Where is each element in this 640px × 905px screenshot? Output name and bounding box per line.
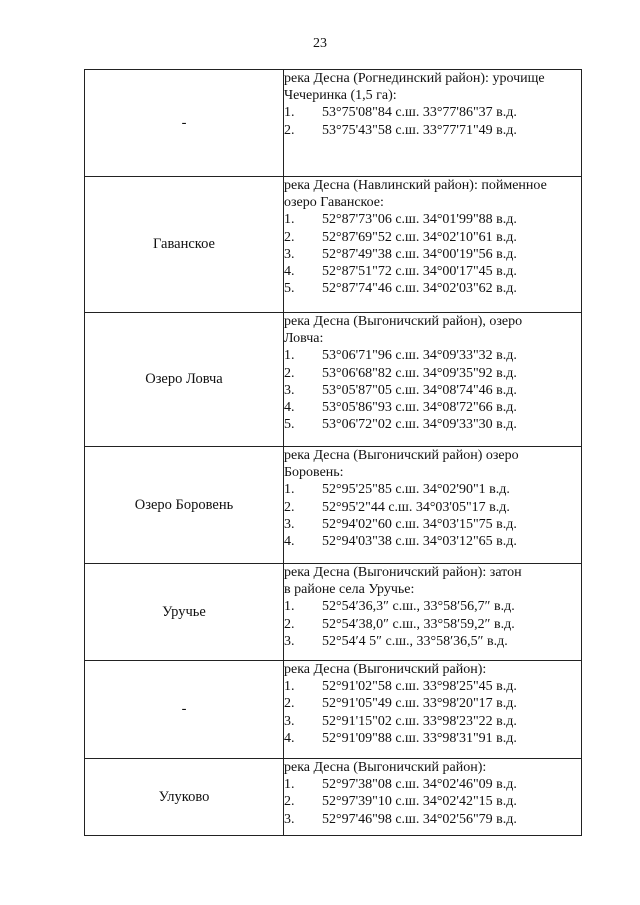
coordinate-line — [284, 616, 581, 633]
table-row — [85, 177, 582, 313]
coordinate-value: 53°05'87"05 с.ш. 34°08'74"46 в.д. — [322, 382, 517, 398]
site-description — [284, 759, 582, 836]
coordinate-value: 52°54′38,0″ с.ш., 33°58′59,2″ в.д. — [322, 616, 515, 632]
site-description — [284, 564, 582, 661]
coordinate-line — [284, 280, 581, 297]
table-row — [85, 661, 582, 759]
river-description: река Десна (Навлинский район): пойменное озеро Гаванское: — [284, 178, 547, 211]
coordinate-value: 52°91'15"02 с.ш. 33°98'23"22 в.д. — [322, 713, 517, 729]
site-description — [284, 177, 582, 313]
coordinate-value: 52°87'49"38 с.ш. 34°00'19"56 в.д. — [322, 246, 517, 262]
coordinate-value: 52°87'69"52 с.ш. 34°02'10"61 в.д. — [322, 229, 517, 245]
coordinate-line — [284, 399, 581, 416]
coordinate-line — [284, 211, 581, 228]
river-description: река Десна (Выгоничский район), озеро Ловча: — [284, 314, 523, 347]
site-name: Озеро Боровень — [85, 447, 284, 564]
coordinate-line — [284, 633, 581, 650]
coordinate-line — [284, 481, 581, 498]
coordinate-line — [284, 104, 581, 121]
coordinate-index: 2. — [284, 696, 295, 712]
river-description: река Десна (Выгоничский район): — [284, 662, 487, 677]
coordinate-index: 4. — [284, 400, 295, 416]
coordinate-line — [284, 730, 581, 747]
coordinate-line — [284, 365, 581, 382]
coordinate-index: 1. — [284, 482, 295, 498]
coordinate-index: 1. — [284, 599, 295, 615]
coordinate-index: 1. — [284, 679, 295, 695]
coordinate-line — [284, 229, 581, 246]
page-number: 23 — [313, 36, 327, 51]
coordinate-line — [284, 811, 581, 828]
coordinate-index: 2. — [284, 122, 295, 138]
table-row — [85, 313, 582, 447]
coordinate-value: 52°87'73"06 с.ш. 34°01'99"88 в.д. — [322, 212, 517, 228]
coordinate-value: 53°06'68"82 с.ш. 34°09'35"92 в.д. — [322, 365, 517, 381]
coordinate-index: 3. — [284, 516, 295, 532]
water-bodies-table — [84, 69, 582, 836]
table-row — [85, 759, 582, 836]
coordinate-line — [284, 793, 581, 810]
coordinate-value: 52°91'02"58 с.ш. 33°98'25"45 в.д. — [322, 679, 517, 695]
coordinate-value: 52°91'05"49 с.ш. 33°98'20"17 в.д. — [322, 696, 517, 712]
river-description: река Десна (Рогнединский район): урочище Чечеринка (1,5 га): — [284, 71, 545, 104]
river-description: река Десна (Выгоничский район) озеро Боровень: — [284, 448, 519, 481]
coordinate-value: 52°94'03"38 с.ш. 34°03'12"65 в.д. — [322, 534, 517, 550]
coordinate-line — [284, 347, 581, 364]
coordinate-index: 3. — [284, 246, 295, 262]
table-row — [85, 70, 582, 177]
coordinate-index: 1. — [284, 777, 295, 793]
coordinate-line — [284, 713, 581, 730]
coordinate-value: 52°97'39"10 с.ш. 34°02'42"15 в.д. — [322, 794, 517, 810]
coordinate-value: 52°95'25"85 с.ш. 34°02'90"1 в.д. — [322, 482, 510, 498]
table-body — [85, 70, 582, 836]
coordinate-value: 53°06'71"96 с.ш. 34°09'33"32 в.д. — [322, 348, 517, 364]
coordinate-index: 2. — [284, 616, 295, 632]
site-name: Гаванское — [85, 177, 284, 313]
coordinate-line — [284, 598, 581, 615]
coordinate-value: 52°94'02"60 с.ш. 34°03'15"75 в.д. — [322, 516, 517, 532]
site-name: - — [85, 70, 284, 177]
site-name: Уручье — [85, 564, 284, 661]
coordinate-index: 4. — [284, 534, 295, 550]
site-name: Улуково — [85, 759, 284, 836]
site-name: - — [85, 661, 284, 759]
coordinate-value: 52°54′4 5″ с.ш., 33°58′36,5″ в.д. — [322, 633, 508, 649]
site-description — [284, 313, 582, 447]
coordinate-index: 3. — [284, 633, 295, 649]
coordinate-line — [284, 499, 581, 516]
coordinate-value: 53°75'08"84 с.ш. 33°77'86"37 в.д. — [322, 105, 517, 121]
coordinate-value: 52°91'09"88 с.ш. 33°98'31"91 в.д. — [322, 730, 517, 746]
coordinate-value: 53°06'72"02 с.ш. 34°09'33"30 в.д. — [322, 417, 517, 433]
coordinate-line — [284, 516, 581, 533]
table-row — [85, 564, 582, 661]
coordinate-value: 52°54′36,3″ с.ш., 33°58′56,7″ в.д. — [322, 599, 515, 615]
coordinate-index: 3. — [284, 811, 295, 827]
coordinate-value: 52°87'74"46 с.ш. 34°02'03"62 в.д. — [322, 281, 517, 297]
coordinate-value: 53°75'43"58 с.ш. 33°77'71"49 в.д. — [322, 122, 517, 138]
site-description — [284, 447, 582, 564]
coordinate-index: 3. — [284, 713, 295, 729]
site-description — [284, 661, 582, 759]
coordinate-line — [284, 416, 581, 433]
coordinate-line — [284, 263, 581, 280]
river-description: река Десна (Выгоничский район): — [284, 760, 487, 775]
coordinate-index: 5. — [284, 417, 295, 433]
site-description — [284, 70, 582, 177]
coordinate-value: 52°97'38"08 с.ш. 34°02'46"09 в.д. — [322, 777, 517, 793]
site-name: Озеро Ловча — [85, 313, 284, 447]
coordinate-index: 2. — [284, 229, 295, 245]
coordinate-index: 2. — [284, 365, 295, 381]
coordinate-index: 3. — [284, 382, 295, 398]
coordinate-index: 5. — [284, 281, 295, 297]
coordinate-index: 2. — [284, 499, 295, 515]
river-description: река Десна (Выгоничский район): затон в районе села Уручье: — [284, 565, 522, 598]
coordinate-value: 52°97'46"98 с.ш. 34°02'56"79 в.д. — [322, 811, 517, 827]
coordinate-value: 53°05'86"93 с.ш. 34°08'72"66 в.д. — [322, 400, 517, 416]
table-row — [85, 447, 582, 564]
coordinate-line — [284, 382, 581, 399]
coordinate-index: 2. — [284, 794, 295, 810]
coordinate-line — [284, 533, 581, 550]
coordinate-line — [284, 776, 581, 793]
coordinate-index: 1. — [284, 105, 295, 121]
coordinate-index: 1. — [284, 348, 295, 364]
coordinate-line — [284, 122, 581, 139]
coordinate-line — [284, 695, 581, 712]
coordinate-index: 4. — [284, 264, 295, 280]
coordinate-index: 4. — [284, 730, 295, 746]
coordinate-value: 52°87'51"72 с.ш. 34°00'17"45 в.д. — [322, 264, 517, 280]
coordinate-value: 52°95'2"44 с.ш. 34°03'05"17 в.д. — [322, 499, 510, 515]
coordinate-line — [284, 678, 581, 695]
coordinate-index: 1. — [284, 212, 295, 228]
coordinate-line — [284, 246, 581, 263]
